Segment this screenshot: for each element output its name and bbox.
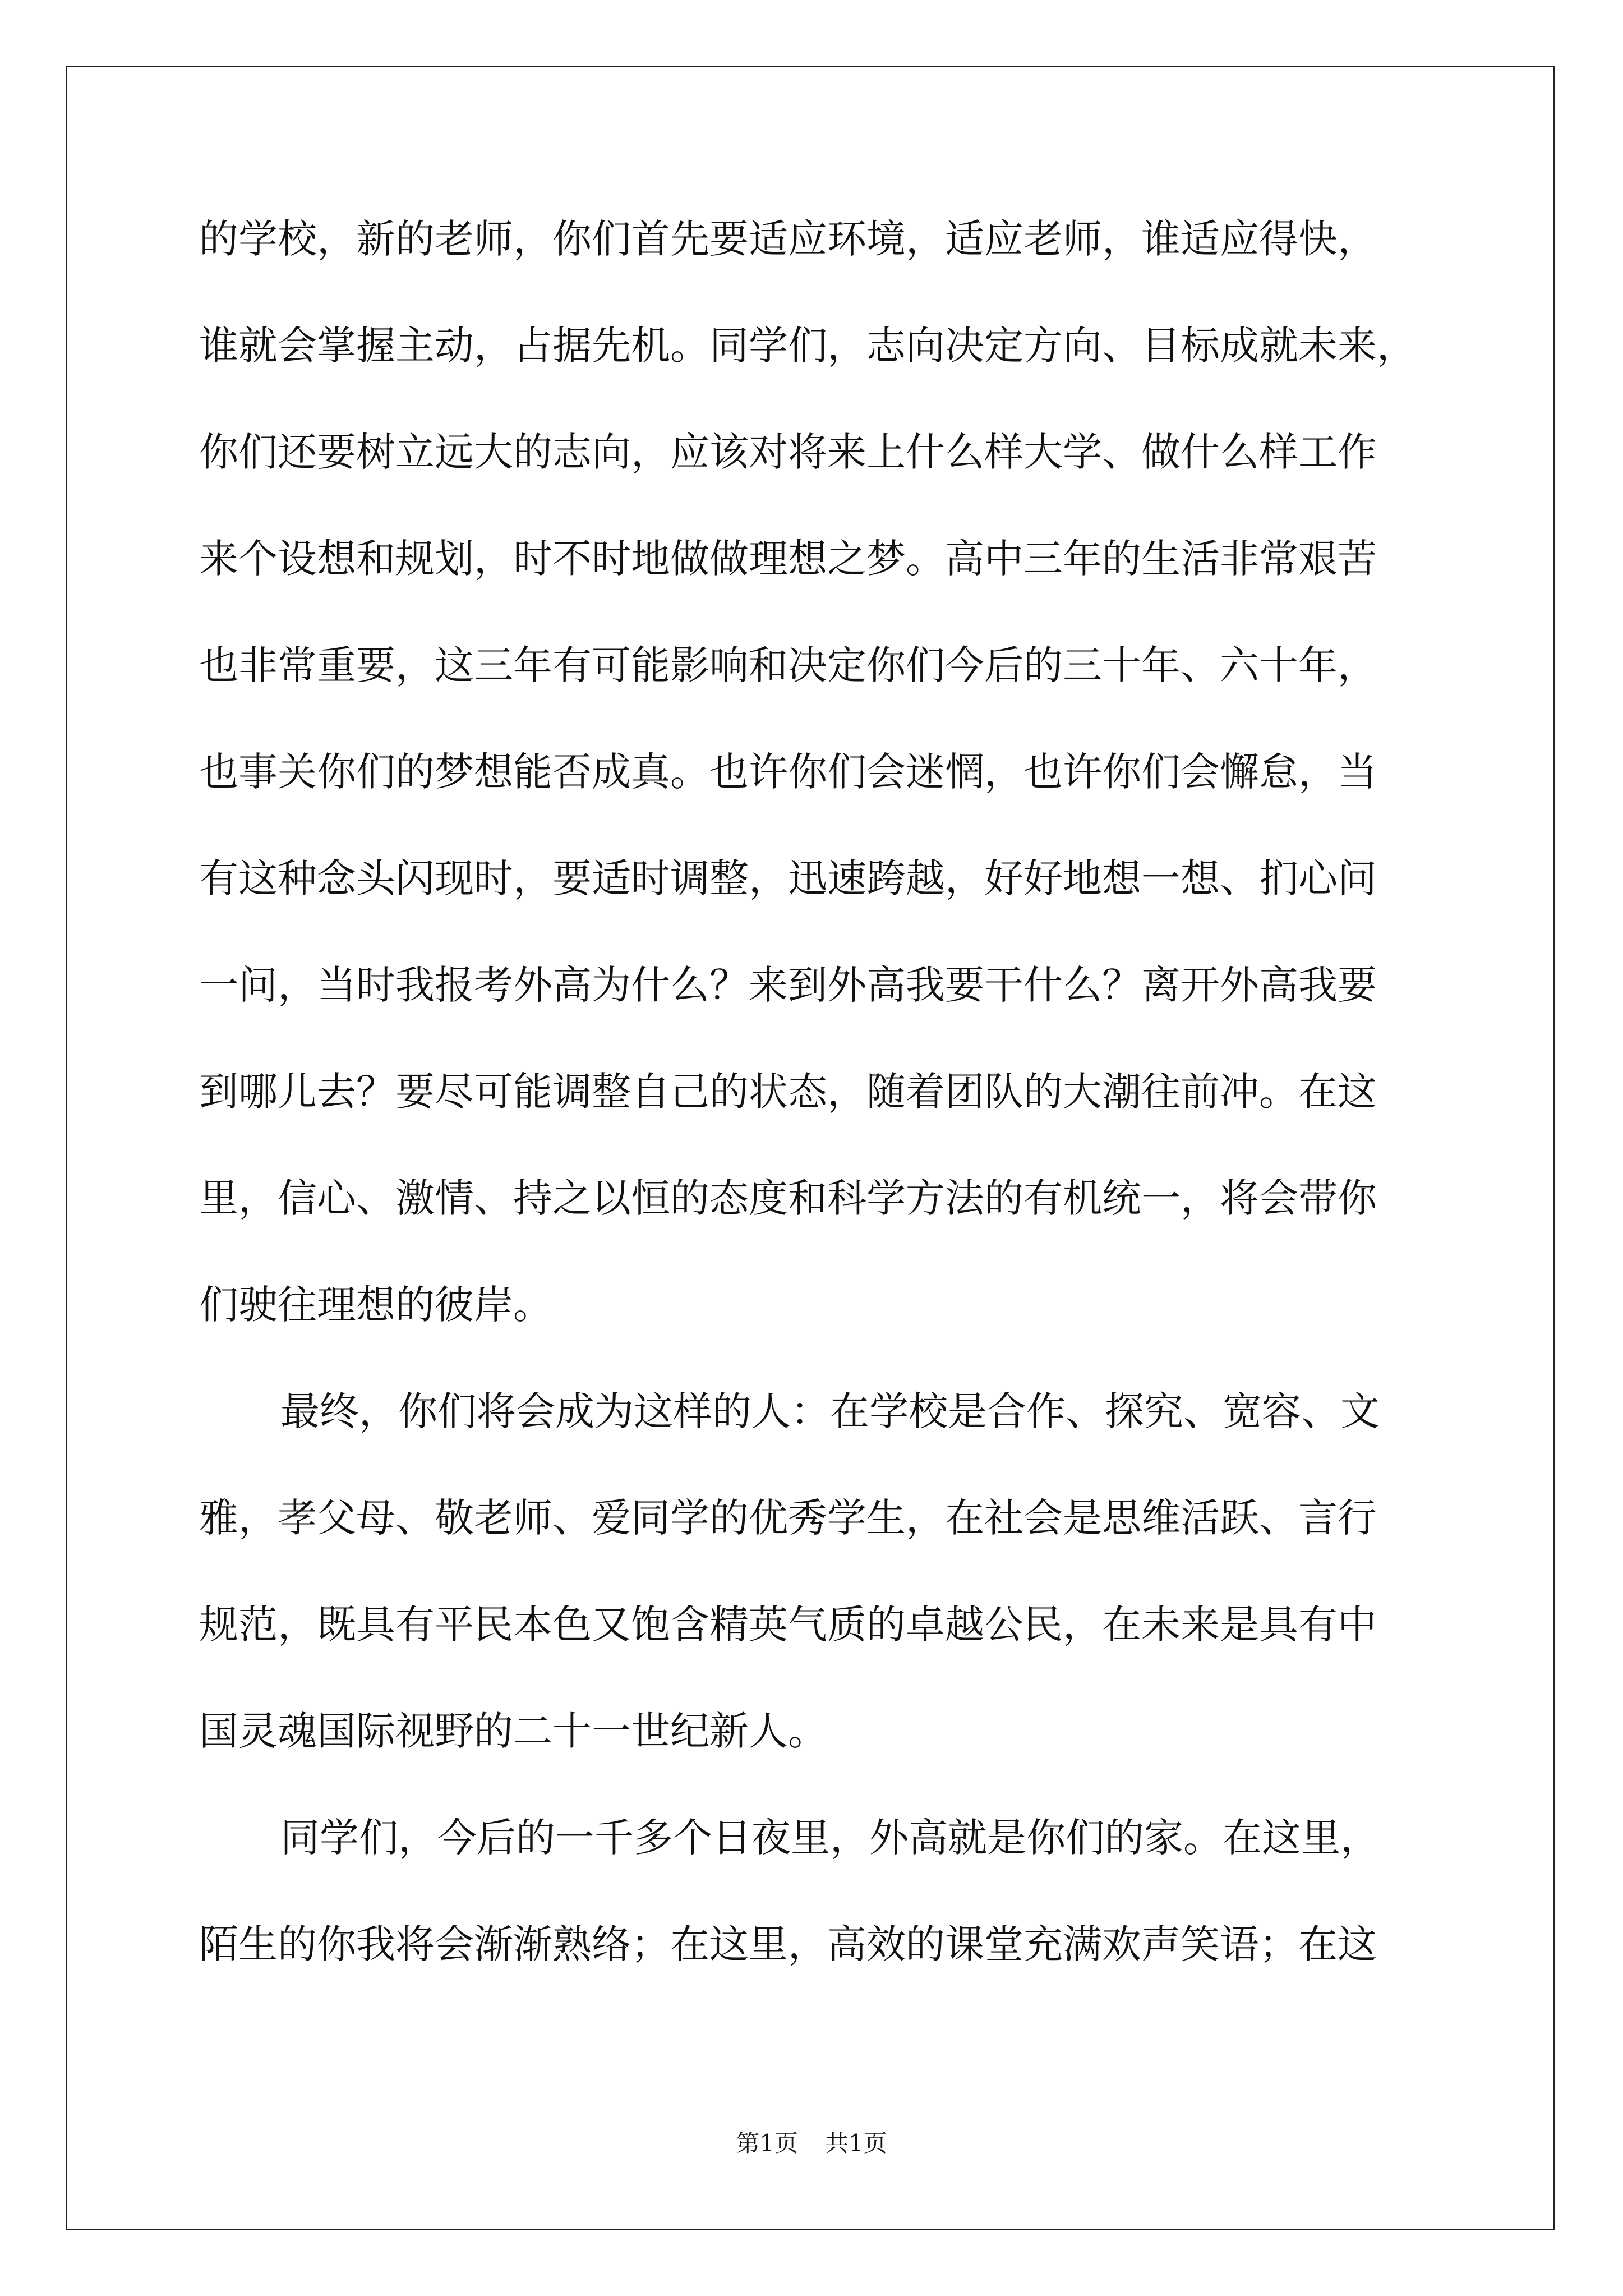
text-line: 来个设想和规划，时不时地做做理想之梦。高中三年的生活非常艰苦 bbox=[199, 536, 1377, 582]
text-line: 谁就会掌握主动，占据先机。同学们，志向决定方向、目标成就未来， bbox=[199, 323, 1416, 369]
text-line: 也事关你们的梦想能否成真。也许你们会迷惘，也许你们会懈怠，当 bbox=[199, 749, 1377, 795]
page-footer bbox=[0, 2129, 1623, 2157]
page-number: 第1页 bbox=[736, 2129, 798, 2157]
document-body bbox=[199, 218, 1438, 2030]
text-line: 也非常重要，这三年有可能影响和决定你们今后的三十年、六十年， bbox=[199, 642, 1377, 688]
paragraph-first-line: 最终，你们将会成为这样的人：在学校是合作、探究、宽容、文 bbox=[280, 1388, 1380, 1434]
text-line: 雅，孝父母、敬老师、爱同学的优秀学生，在社会是思维活跃、言行 bbox=[199, 1495, 1377, 1541]
paragraph-first-line: 同学们，今后的一千多个日夜里，外高就是你们的家。在这里， bbox=[280, 1815, 1380, 1861]
text-line: 陌生的你我将会渐渐熟络；在这里，高效的课堂充满欢声笑语；在这 bbox=[199, 1921, 1377, 1967]
text-line: 有这种念头闪现时，要适时调整，迅速跨越，好好地想一想、扪心问 bbox=[199, 855, 1377, 901]
text-line: 的学校，新的老师，你们首先要适应环境，适应老师，谁适应得快， bbox=[199, 216, 1377, 262]
text-line: 规范，既具有平民本色又饱含精英气质的卓越公民，在未来是具有中 bbox=[199, 1602, 1377, 1648]
text-line: 到哪儿去？要尽可能调整自己的状态，随着团队的大潮往前冲。在这 bbox=[199, 1069, 1377, 1115]
text-line: 国灵魂国际视野的二十一世纪新人。 bbox=[199, 1708, 827, 1754]
text-line: 一问，当时我报考外高为什么？来到外高我要干什么？离开外高我要 bbox=[199, 962, 1377, 1008]
text-line: 你们还要树立远大的志向，应该对将来上什么样大学、做什么样工作 bbox=[199, 429, 1377, 475]
text-line: 里，信心、激情、持之以恒的态度和科学方法的有机统一，将会带你 bbox=[199, 1175, 1377, 1221]
text-line: 们驶往理想的彼岸。 bbox=[199, 1282, 552, 1328]
page-total: 共1页 bbox=[825, 2129, 887, 2157]
